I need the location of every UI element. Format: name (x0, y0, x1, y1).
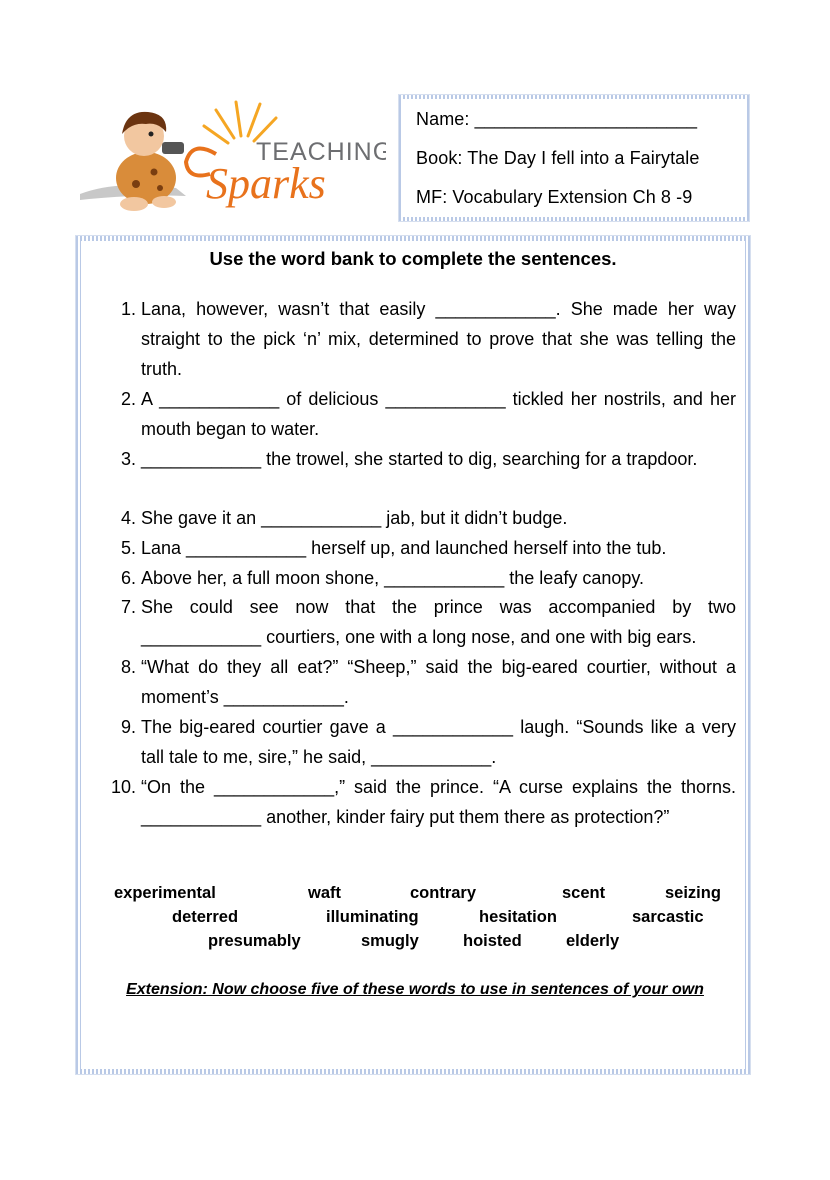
question-number: 6. (120, 568, 136, 588)
question-item (104, 503, 736, 533)
word-bank-item: presumably (208, 932, 301, 950)
word-bank-item: scent (562, 884, 606, 902)
word-bank-item: sarcastic (632, 908, 704, 926)
word-bank-item: waft (308, 884, 341, 902)
question-number: 7. (120, 597, 136, 617)
question-number: 3. (120, 449, 136, 469)
word-bank-item: seizing (665, 884, 721, 902)
question-number: 9. (120, 717, 136, 737)
worksheet-heading: Use the word bank to complete the sentences. (209, 248, 617, 269)
question-text: Lana ____________ herself up, and launched herself into the tub. (141, 538, 667, 558)
word-bank-item: smugly (361, 932, 419, 950)
question-text: ____________ the trowel, she started to dig, searching for a trapdoor. (141, 449, 698, 469)
question-text: Lana, however, wasn’t that easily ____________. She made her way straight to the pick ‘n’ mix, determined to prove that she was telling the truth. (141, 299, 736, 379)
question-text: Above her, a full moon shone, ____________ the leafy canopy. (141, 568, 645, 588)
question-number: 5. (120, 538, 136, 558)
book-title: Book: The Day I fell into a Fairytale (416, 148, 700, 168)
question-item (104, 533, 736, 563)
question-text: She gave it an ____________ jab, but it didn’t budge. (141, 508, 568, 528)
teaching-sparks-logo (76, 96, 386, 226)
question-item (104, 294, 736, 384)
question-item (104, 563, 736, 593)
question-item (104, 712, 736, 772)
question-text: The big-eared courtier gave a ____________ laugh. “Sounds like a very tall tale to me, sire,” he said, ____________. (141, 717, 736, 767)
word-bank-item: experimental (114, 884, 216, 902)
word-bank-item: hoisted (463, 932, 522, 950)
question-text: “On the ____________,” said the prince. “A curse explains the thorns. ____________ another, kinder fairy put them there as protection?” (141, 777, 736, 827)
logo-sparks-text: Sparks (206, 159, 326, 208)
question-number: 1. (120, 299, 136, 319)
question-number: 4. (120, 508, 136, 528)
question-number: 8. (120, 657, 136, 677)
question-item (104, 592, 736, 652)
question-item (104, 384, 736, 444)
mf-title: MF: Vocabulary Extension Ch 8 -9 (416, 187, 693, 207)
question-item (104, 444, 736, 474)
question-text: She could see now that the prince was accompanied by two ____________ courtiers, one with a long nose, and one with big ears. (141, 597, 736, 647)
question-item (104, 772, 736, 832)
question-text: “What do they all eat?” “Sheep,” said the big-eared courtier, without a moment’s ____________. (141, 657, 736, 707)
question-number: 2. (120, 389, 136, 409)
word-bank-item: illuminating (326, 908, 419, 926)
student-info-box (399, 95, 749, 221)
word-bank-item: deterred (172, 908, 239, 926)
extension-instruction: Extension: Now choose five of these words to use in sentences of your own (126, 981, 704, 998)
word-bank-item: contrary (410, 884, 477, 902)
question-item (104, 652, 736, 712)
question-number: 10. (110, 777, 136, 797)
caveman-logo-icon (76, 96, 386, 226)
name-field: Name: ______________________ (416, 109, 698, 129)
word-bank-item: elderly (566, 932, 620, 950)
word-bank-item: hesitation (479, 908, 557, 926)
question-text: A ____________ of delicious ____________ tickled her nostrils, and her mouth began to water. (141, 389, 736, 439)
logo-teaching-text: TEACHING (256, 138, 386, 166)
